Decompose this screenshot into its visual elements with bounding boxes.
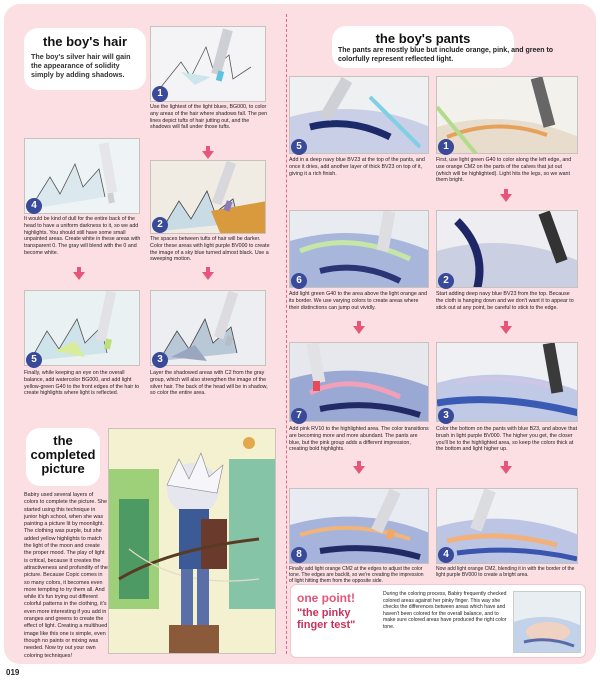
column-divider (286, 14, 287, 654)
hair-step-4-caption: It would be kind of dull for the entire back of the head to have a uniform darkness to it, so we add highlights. You should still have some small unpainted areas. Create white in these areas with transparent 0. The gray will blend with the 0 and become white. (24, 216, 141, 256)
pants-arrow-2-3 (500, 326, 512, 334)
pants-step-2-caption: Start adding deep navy blue BV23 from the top. Because the cloth is hanging down and we don't want it to appear to stick out at any point, be careful to stick to the edge. (436, 291, 574, 311)
hair-step-5-badge: 5 (26, 352, 42, 368)
hair-step-2-badge: 2 (152, 217, 168, 233)
pants-arrow-6-7 (353, 326, 365, 334)
completed-text: Babiry used several layers of colors to complete the picture. She started using this technique in junior high school, when she was painting a picture lit by moonlight. The clothing was purple, but she added yellow highlights to match the light of the moon and create the proper mood. The play of light is critical, because it creates the attractiveness and profundity of the picture. Because Copic comes in so many colors, it becomes even more tempting to try them all. And while it's fun trying out different colorful patterns in the clothing, it's even more interesting if you add in oranges and greens to create the effect of light. Creating a multihued image like this one is simple, even though no paints or mixing was needed. Now try out your own coloring techniques! (24, 492, 108, 659)
hair-step-4-badge: 4 (26, 198, 42, 214)
pants-step-3-caption: Color the bottom on the pants with blue B23, and above that brush in light purple BV000. The higher you get, the closer you'll be to the highlighted area, so keep the colors thick at the bottom and light higher up. (436, 426, 578, 453)
pants-step-2-badge: 2 (438, 273, 454, 289)
one-point-title: "the pinky finger test" (297, 607, 356, 631)
pants-step-1-caption: First, use light green G40 to color along the left edge, and use orange CM2 on the parts of the calves that jut out (which will be highlighted). Light hits the legs, so we want them bright. (436, 157, 572, 184)
hair-sketch-5-image (25, 291, 140, 366)
hair-step-2-caption: The spaces between tufts of hair will be darker. Color these areas with light purple BV000 to create the image of a sky blue turned almost black. Use a sweeping motion. (150, 236, 270, 263)
hair-arrow-4-5 (73, 272, 85, 280)
pants-arrow-3-4 (500, 466, 512, 474)
pants-step-6-badge: 6 (291, 273, 307, 289)
pants-step-1-badge: 1 (438, 139, 454, 155)
pants-step-5-photo (289, 76, 429, 154)
pants-sketch-7-image (290, 343, 429, 422)
pants-sketch-3-image (437, 343, 578, 422)
hair-sketch-3-image (151, 291, 266, 366)
pants-sketch-8-image (290, 489, 429, 564)
pants-subtitle: The pants are mostly blue but include orange, pink, and green to colorfully represent reflected light. (338, 47, 554, 63)
hair-arrow-1-2 (202, 151, 214, 159)
pants-step-6-caption: Add light green G40 to the area above the light orange and its border. We use varying colors to create areas where their distinctions can jump out vividly. (289, 291, 428, 311)
pants-step-4-caption: Now add light orange CM2, blending it in with the border of the light purple BV000 to create a bright area. (436, 566, 575, 578)
pants-step-7-caption: Add pink RV10 to the highlighted area. The color transitions are becoming more and more abundant. The pants are blue, but the pink group adds a different impression, creating bold highlights. (289, 426, 429, 453)
hair-step-3-caption: Layer the shadowed areas with C2 from the gray group, which will also strengthen the image of the silver hair. The back of the head will be in shadow, so color the entire area. (150, 370, 268, 397)
pants-sketch-1-image (437, 77, 578, 154)
completed-title: the completed picture (30, 433, 96, 476)
hair-step-3-photo (150, 290, 266, 366)
one-point-box (290, 584, 586, 658)
pants-step-8-photo (289, 488, 429, 564)
pants-arrow-7-8 (353, 466, 365, 474)
one-point-label: one point! (297, 591, 355, 605)
pants-arrow-1-2 (500, 194, 512, 202)
pants-step-6-photo (289, 210, 429, 288)
pants-step-4-photo (436, 488, 578, 564)
hair-sketch-4-image (25, 139, 140, 214)
pants-step-4-badge: 4 (438, 547, 454, 563)
hair-subtitle: The boy's silver hair will gain the appearance of solidity simply by adding shadows. (31, 52, 131, 79)
hair-title-box (24, 28, 146, 90)
pants-step-5-caption: Add in a deep navy blue BV23 at the top of the pants, and once it dries, add another layer of thick BV23 on top of it, giving it a rich finish. (289, 157, 425, 177)
pants-step-1-photo (436, 76, 578, 154)
hair-title: the boy's hair (43, 34, 127, 49)
completed-title-box (26, 428, 100, 486)
pants-sketch-5-image (290, 77, 429, 154)
pants-step-7-photo (289, 342, 429, 422)
pants-step-2-photo (436, 210, 578, 288)
pants-sketch-4-image (437, 489, 578, 564)
pants-title: the boy's pants (375, 31, 471, 46)
pants-step-5-badge: 5 (291, 139, 307, 155)
page-number: 019 (6, 668, 20, 677)
completed-artwork (108, 428, 276, 654)
pants-sketch-2-image (437, 211, 578, 288)
hair-sketch-1-image (151, 27, 266, 102)
pants-sketch-6-image (290, 211, 429, 288)
pants-step-3-photo (436, 342, 578, 422)
pinky-test-image (514, 592, 581, 653)
one-point-photo (513, 591, 581, 653)
hair-step-5-caption: Finally, while keeping an eye on the overall balance, add watercolor BG000, and add light yellow-green G40 to the front edges of the hair to create highlights where light is reflected. (24, 370, 140, 397)
pants-step-3-badge: 3 (438, 408, 454, 424)
completed-artwork-illustration (109, 429, 276, 654)
hair-step-1-caption: Use the lightest of the light blues, BG000, to color any areas of the hair where shadows fall. The pen lines depict tufts of hair jutting out, and the shadows will fall under those tufts. (150, 104, 268, 131)
pants-step-8-caption-visible: Finally add light orange CM2 at the edges to adjust the color tone. The edges are backlit, so we're creating the impression of light hitting them from the opposite side. (289, 566, 424, 584)
one-point-text: During the coloring process, Babiry frequently checked colored areas against her pinky finger. This way she checks the differences between areas which have and haven't been colored for the overall balance, and to make sure colored areas have produced the right color tone. (383, 591, 507, 630)
hair-step-3-badge: 3 (152, 352, 168, 368)
hair-arrow-2-3 (202, 272, 214, 280)
pants-step-7-badge: 7 (291, 408, 307, 424)
hair-step-1-badge: 1 (152, 86, 168, 102)
pants-step-8-badge: 8 (291, 547, 307, 563)
hair-step-5-photo (24, 290, 140, 366)
hair-sketch-2-image (151, 161, 266, 234)
